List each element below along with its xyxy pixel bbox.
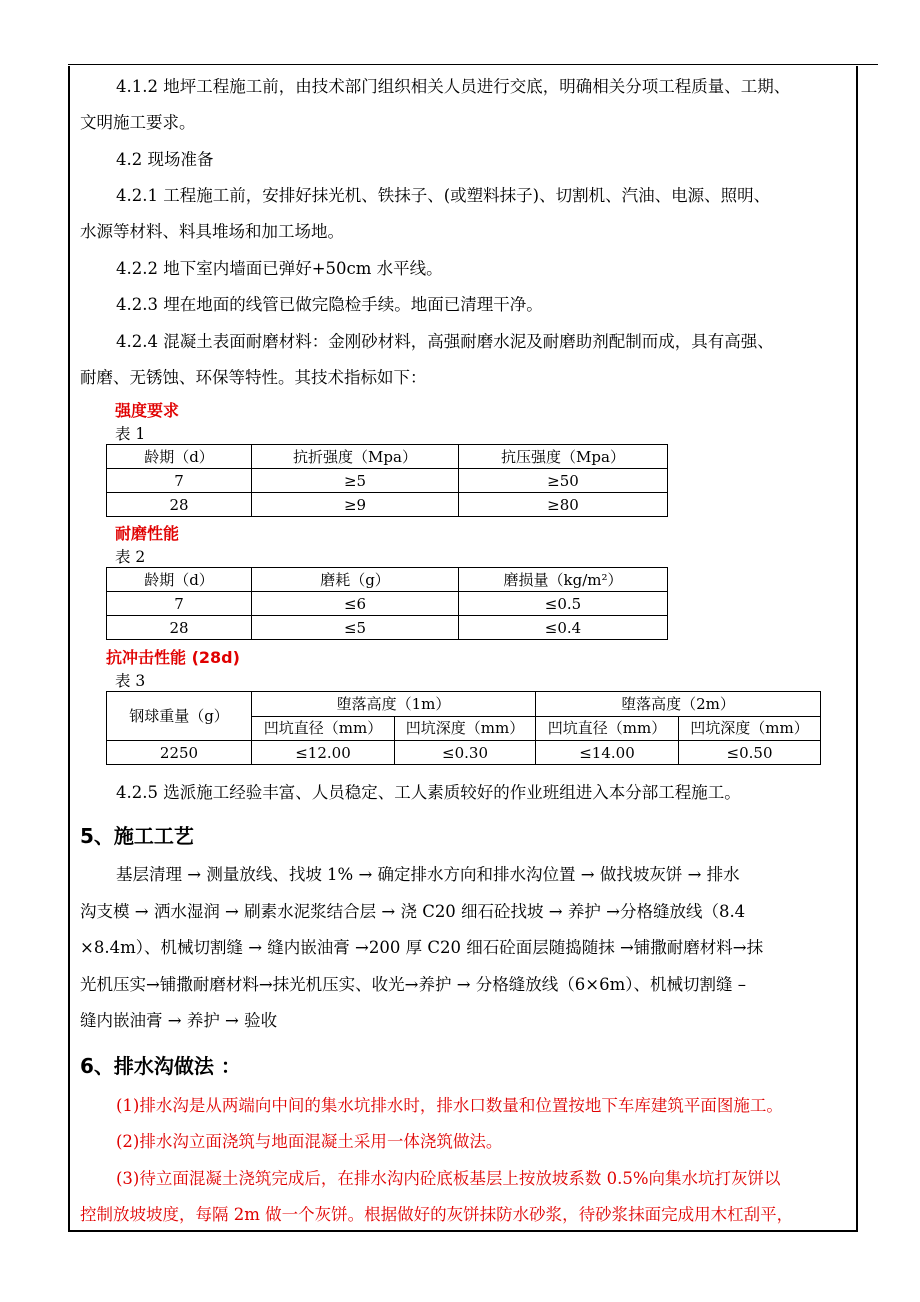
para-4-2-4-line1: 4.2.4 混凝土表面耐磨材料：金刚砂材料，高强耐磨水泥及耐磨助剂配制而成，具有高强、 [116,332,774,351]
para-4-2-2: 4.2.2 地下室内墙面已弹好+50cm 水平线。 [116,259,443,278]
table3-title: 抗冲击性能 (28d) [106,648,240,667]
table1-title: 强度要求 [115,401,180,420]
table2-cell: ≤6 [252,592,459,616]
table3-subheader: 凹坑直径（mm） [252,716,395,741]
table3-cell: 2250 [107,741,252,765]
section5-line: ×8.4m）、机械切割缝 → 缝内嵌油膏 →200 厚 C20 细石砼面层随捣随抹 →铺撒耐磨材料→抹 [80,938,764,957]
table2 [106,567,668,640]
table3-subheader: 凹坑深度（mm） [679,716,821,741]
section5-heading: 5、施工工艺 [80,824,194,848]
para-4-2-heading: 4.2 现场准备 [116,150,214,169]
table-row [107,592,668,616]
table2-header: 磨耗（g） [252,568,459,592]
table2-title: 耐磨性能 [115,524,180,543]
para-4-2-1-line2: 水源等材料、料具堆场和加工场地。 [80,222,344,241]
section5-line: 缝内嵌油膏 → 养护 → 验收 [80,1011,278,1030]
table3-cell: ≤12.00 [252,741,395,765]
table3-header: 钢球重量（g） [107,692,252,741]
table2-label: 表 2 [115,548,146,566]
table2-cell: 7 [107,592,252,616]
para-4-2-1-line1: 4.2.1 工程施工前，安排好抹光机、铁抹子、(或塑料抹子)、切割机、汽油、电源、照明、 [116,186,771,205]
table3-group-header: 堕落高度（2m） [536,692,821,717]
section6-line: (3)待立面混凝土浇筑完成后，在排水沟内砼底板基层上按放坡系数 0.5%向集水坑打灰饼以 [116,1169,781,1188]
table2-cell: 28 [107,616,252,640]
section5-line: 沟支模 → 洒水湿润 → 刷素水泥浆结合层 → 浇 C20 细石砼找坡 → 养护 →分格缝放线（8.4 [80,902,746,921]
table-row [107,493,668,517]
table1-header-row [107,445,668,469]
table3-subheader: 凹坑直径（mm） [536,716,679,741]
section6-line: (1)排水沟是从两端向中间的集水坑排水时，排水口数量和位置按地下车库建筑平面图施工。 [116,1096,783,1115]
table3-header-row [107,692,821,717]
para-4-2-5: 4.2.5 选派施工经验丰富、人员稳定、工人素质较好的作业班组进入本分部工程施工。 [116,783,741,802]
top-rule [68,64,878,65]
section5-line: 光机压实→铺撒耐磨材料→抹光机压实、收光→养护 → 分格缝放线（6×6m）、机械切割缝 – [80,975,747,994]
table3 [106,691,821,765]
table1-cell: 7 [107,469,252,493]
table3-group-header: 堕落高度（1m） [252,692,536,717]
table1 [106,444,668,517]
table3-cell: ≤14.00 [536,741,679,765]
table1-cell: 28 [107,493,252,517]
section6-heading: 6、排水沟做法 ： [80,1054,241,1078]
table3-cell: ≤0.30 [395,741,536,765]
table2-cell: ≤0.4 [459,616,668,640]
table2-header-row [107,568,668,592]
table-row [107,469,668,493]
table1-cell: ≥5 [252,469,459,493]
table1-cell: ≥9 [252,493,459,517]
para-4-1-2-line2: 文明施工要求。 [80,113,196,132]
table-row [107,741,821,765]
table1-header: 龄期（d） [107,445,252,469]
table2-cell: ≤5 [252,616,459,640]
para-4-2-4-line2: 耐磨、无锈蚀、环保等特性。其技术指标如下： [80,368,427,387]
section6-line: 控制放坡坡度，每隔 2m 做一个灰饼。根据做好的灰饼抹防水砂浆，待砂浆抹面完成用木杠刮平， [80,1205,794,1224]
table3-subheader: 凹坑深度（mm） [395,716,536,741]
table1-cell: ≥80 [459,493,668,517]
table1-cell: ≥50 [459,469,668,493]
table2-cell: ≤0.5 [459,592,668,616]
table2-header: 磨损量（kg/m²） [459,568,668,592]
section5-line: 基层清理 → 测量放线、找坡 1% → 确定排水方向和排水沟位置 → 做找坡灰饼 → 排水 [116,865,740,884]
section6-line: (2)排水沟立面浇筑与地面混凝土采用一体浇筑做法。 [116,1132,503,1151]
table1-header: 抗折强度（Mpa） [252,445,459,469]
table3-label: 表 3 [115,672,146,690]
table3-cell: ≤0.50 [679,741,821,765]
table1-label: 表 1 [115,425,146,443]
table2-header: 龄期（d） [107,568,252,592]
para-4-1-2-line1: 4.1.2 地坪工程施工前，由技术部门组织相关人员进行交底，明确相关分项工程质量、工期、 [116,77,791,96]
para-4-2-3: 4.2.3 埋在地面的线管已做完隐检手续。地面已清理干净。 [116,295,543,314]
table1-header: 抗压强度（Mpa） [459,445,668,469]
table-row [107,616,668,640]
